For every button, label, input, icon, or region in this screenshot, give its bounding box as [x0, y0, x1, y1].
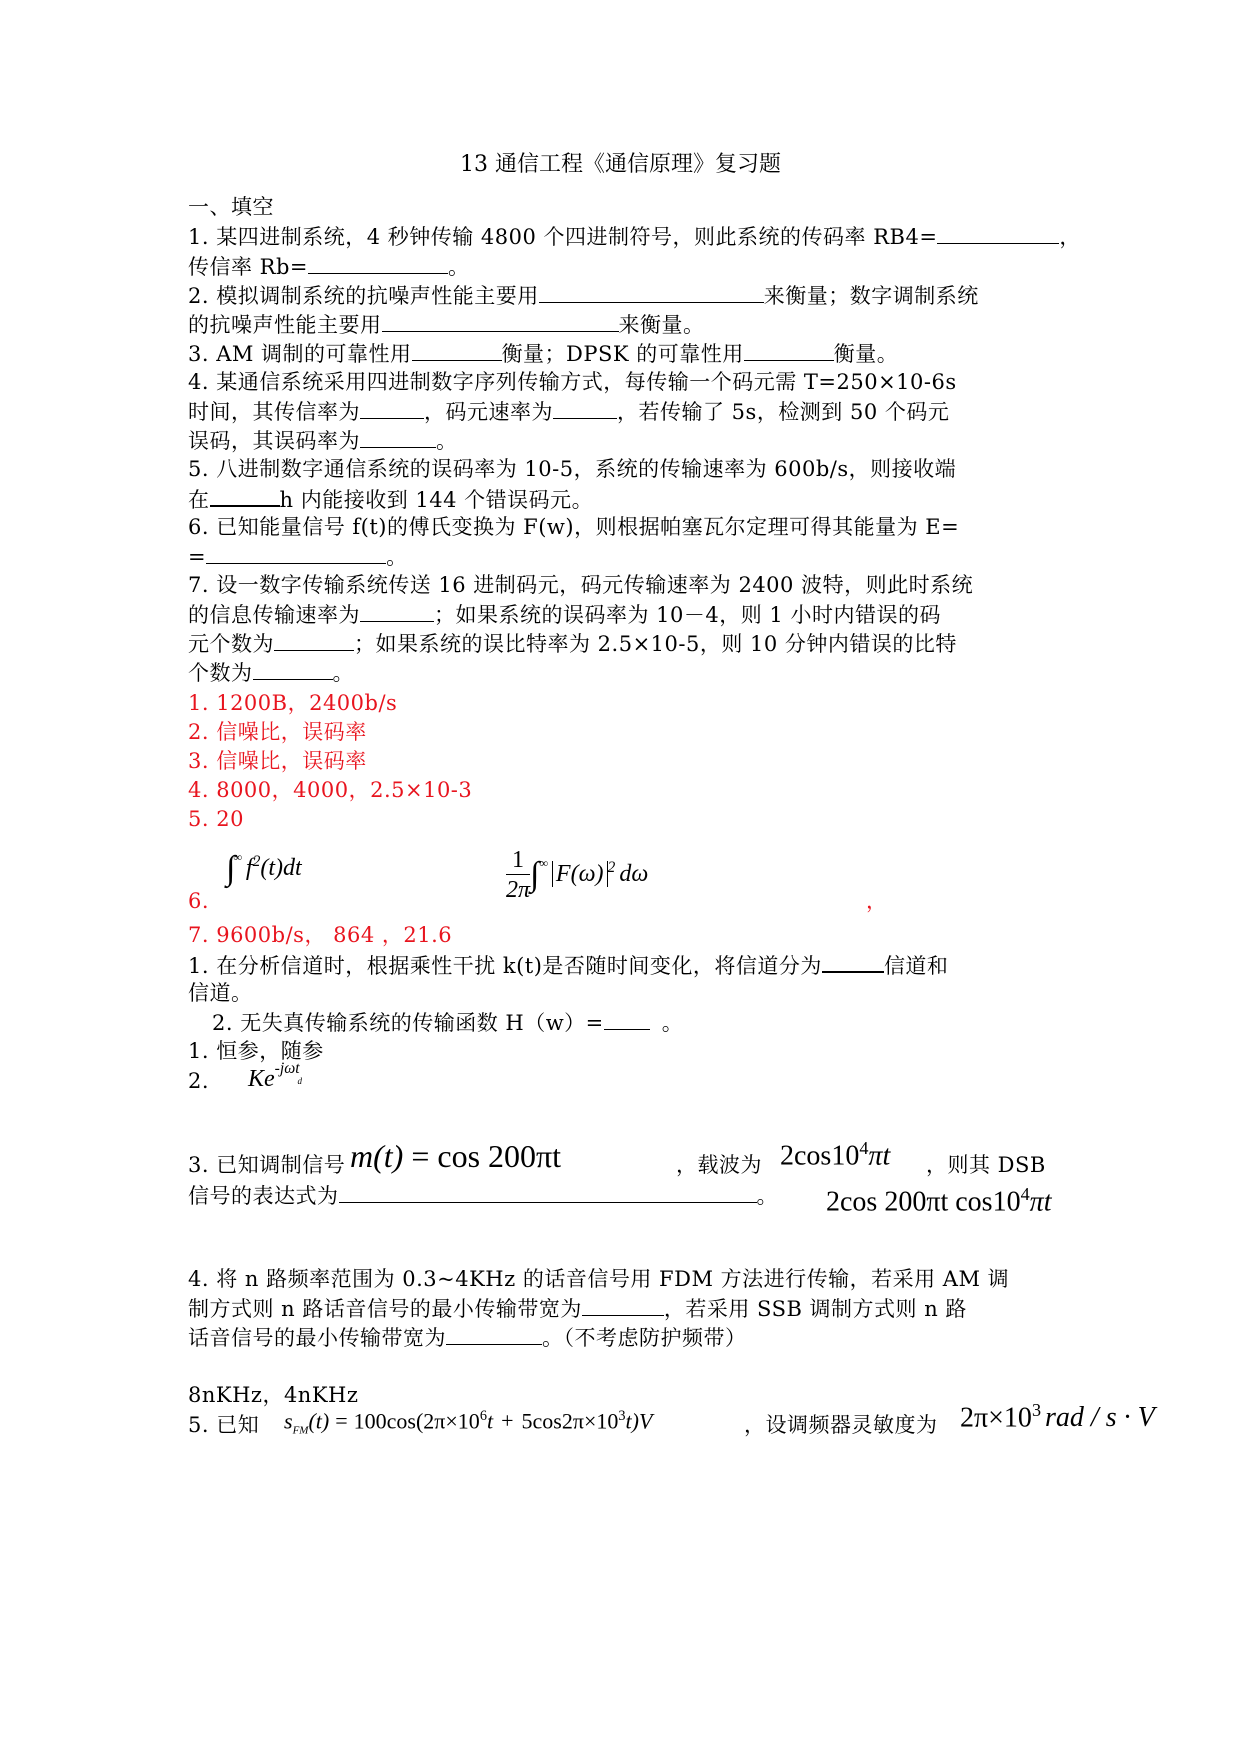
parseval-formula: $\frac{1}{2\pi}$ ∫∞ F(ω) $^2$ dω — [506, 847, 649, 903]
answer-line: 8nKHz，4nKHz — [188, 1383, 359, 1407]
answer-line: 7. 9600b/s， 864 ，21.6 — [188, 923, 453, 947]
answer-blank[interactable] — [253, 657, 333, 680]
question-5-line-1: 5. 八进制数字通信系统的误码率为 10-5，系统的传输速率为 600b/s，则接收端 — [188, 457, 957, 481]
answer-blank[interactable] — [937, 221, 1059, 244]
answer-blank[interactable] — [382, 309, 619, 332]
dsb-question-carrier-label: ，载波为 — [676, 1153, 762, 1177]
question-4-line-3: 误码，其误码率为 。 — [188, 425, 458, 456]
answer-blank[interactable] — [274, 628, 354, 651]
channel-question-line-2: 信道。 — [188, 981, 253, 1005]
fm-question-label: 5. 已知 — [188, 1413, 260, 1437]
answer-blank[interactable] — [360, 425, 436, 448]
answer-blank[interactable] — [539, 280, 764, 303]
answer-2-label: 2. — [188, 1069, 210, 1093]
answer-6-label: 6. — [188, 889, 210, 913]
answer-line: 3. 信噪比，误码率 — [188, 749, 367, 773]
sensitivity-formula: $2\pi\times 10^3$ rad / s · V — [960, 1400, 1155, 1434]
question-4-line-1: 4. 某通信系统采用四进制数字序列传输方式，每传输一个码元需 T=250×10-6s — [188, 370, 957, 394]
fm-signal-formula: $s_{FM}(t) = 100\cos(2\pi\times 10^6t + 5\cos 2\pi\times 10^3t)V$ — [284, 1408, 653, 1437]
answer-blank[interactable] — [822, 949, 884, 973]
answer-blank[interactable] — [446, 1322, 542, 1345]
answer-blank[interactable] — [582, 1293, 664, 1316]
answer-blank[interactable] — [360, 396, 424, 419]
answer-line: 1. 恒参，随参 — [188, 1039, 324, 1063]
answer-blank[interactable] — [412, 338, 502, 361]
question-7-line-2: 的信息传输速率为 ；如果系统的误码率为 10－4，则 1 小时内错误的码 — [188, 599, 941, 630]
answer-blank[interactable] — [744, 338, 834, 361]
answer-blank[interactable] — [360, 599, 434, 622]
question-1-line-1: 1. 某四进制系统，4 秒钟传输 4800 个四进制符号，则此系统的传码率 RB4= ， — [188, 221, 1081, 252]
answer-line: 1. 1200B，2400b/s — [188, 691, 398, 715]
fdm-question-line-2: 制方式则 n 路话音信号的最小传输带宽为 ，若采用 SSB 调制方式则 n 路 — [188, 1293, 967, 1324]
question-1-line-2: 传信率 Rb= 。 — [188, 251, 470, 282]
dsb-answer-formula: 2cos 200πt $\cos 10^4\pi t$ — [826, 1184, 1052, 1218]
answer-blank[interactable] — [308, 251, 448, 274]
question-2-line-1: 2. 模拟调制系统的抗噪声性能主要用 来衡量；数字调制系统 — [188, 280, 979, 311]
question-6-line-2: = 。 — [188, 541, 408, 572]
modulating-signal-formula: m(t) = cos 200πt — [350, 1138, 562, 1174]
answer-blank[interactable] — [210, 483, 280, 507]
answer-blank[interactable] — [553, 396, 617, 419]
fdm-question-line-1: 4. 将 n 路频率范围为 0.3~4KHz 的话音信号用 FDM 方法进行传输，若采用 AM 调 — [188, 1267, 1010, 1291]
question-6-line-1: 6. 已知能量信号 f(t)的傅氏变换为 F(w)，则根据帕塞瓦尔定理可得其能量为 E= — [188, 515, 960, 539]
answer-line: 5. 20 — [188, 807, 244, 831]
fdm-question-line-3: 话音信号的最小传输带宽为 。（不考虑防护频带） — [188, 1322, 747, 1353]
answer-line: 4. 8000，4000，2.5×10-3 — [188, 778, 473, 802]
dsb-question-line-1: 3. 已知调制信号 — [188, 1153, 346, 1177]
answer-6-comma: ， — [866, 889, 888, 913]
carrier-formula: $2\cos 10^4\pi t$ — [780, 1138, 891, 1172]
question-4-line-2: 时间，其传信率为 ，码元速率为 ，若传输了 5s，检测到 50 个码元 — [188, 396, 949, 427]
answer-blank[interactable] — [206, 541, 386, 564]
answer-blank[interactable] — [339, 1180, 757, 1203]
question-7-line-1: 7. 设一数字传输系统传送 16 进制码元，码元传输速率为 2400 波特，则此时系统 — [188, 573, 974, 597]
page-title: 13 通信工程《通信原理》复习题 — [460, 152, 781, 177]
dsb-question-line-2: 信号的表达式为 。 — [188, 1180, 778, 1211]
dsb-question-tail: ，则其 DSB — [926, 1153, 1046, 1177]
energy-integral-formula: ∫∞ $f^2(t)dt$ — [226, 850, 302, 887]
fm-question-sensitivity-label: ，设调频器灵敏度为 — [744, 1413, 938, 1437]
question-7-line-4: 个数为 。 — [188, 657, 354, 688]
question-3: 3. AM 调制的可靠性用 衡量；DPSK 的可靠性用 衡量。 — [188, 338, 898, 369]
section-heading: 一、填空 — [188, 195, 274, 219]
answer-line: 2. 信噪比，误码率 — [188, 720, 367, 744]
transfer-function-question: 2. 无失真传输系统的传输函数 H（w）= 。 — [212, 1007, 683, 1038]
question-5-line-2: 在 h 内能接收到 144 个错误码元。 — [188, 483, 593, 515]
answer-blank[interactable] — [604, 1007, 650, 1030]
channel-question-line-1: 1. 在分析信道时，根据乘性干扰 k(t)是否随时间变化，将信道分为 信道和 — [188, 949, 948, 981]
question-7-line-3: 元个数为 ；如果系统的误比特率为 2.5×10-5，则 10 分钟内错误的比特 — [188, 628, 957, 659]
transfer-function-formula: $Ke^{-j\omega t}_d$ — [248, 1060, 303, 1092]
question-2-line-2: 的抗噪声性能主要用 来衡量。 — [188, 309, 705, 340]
